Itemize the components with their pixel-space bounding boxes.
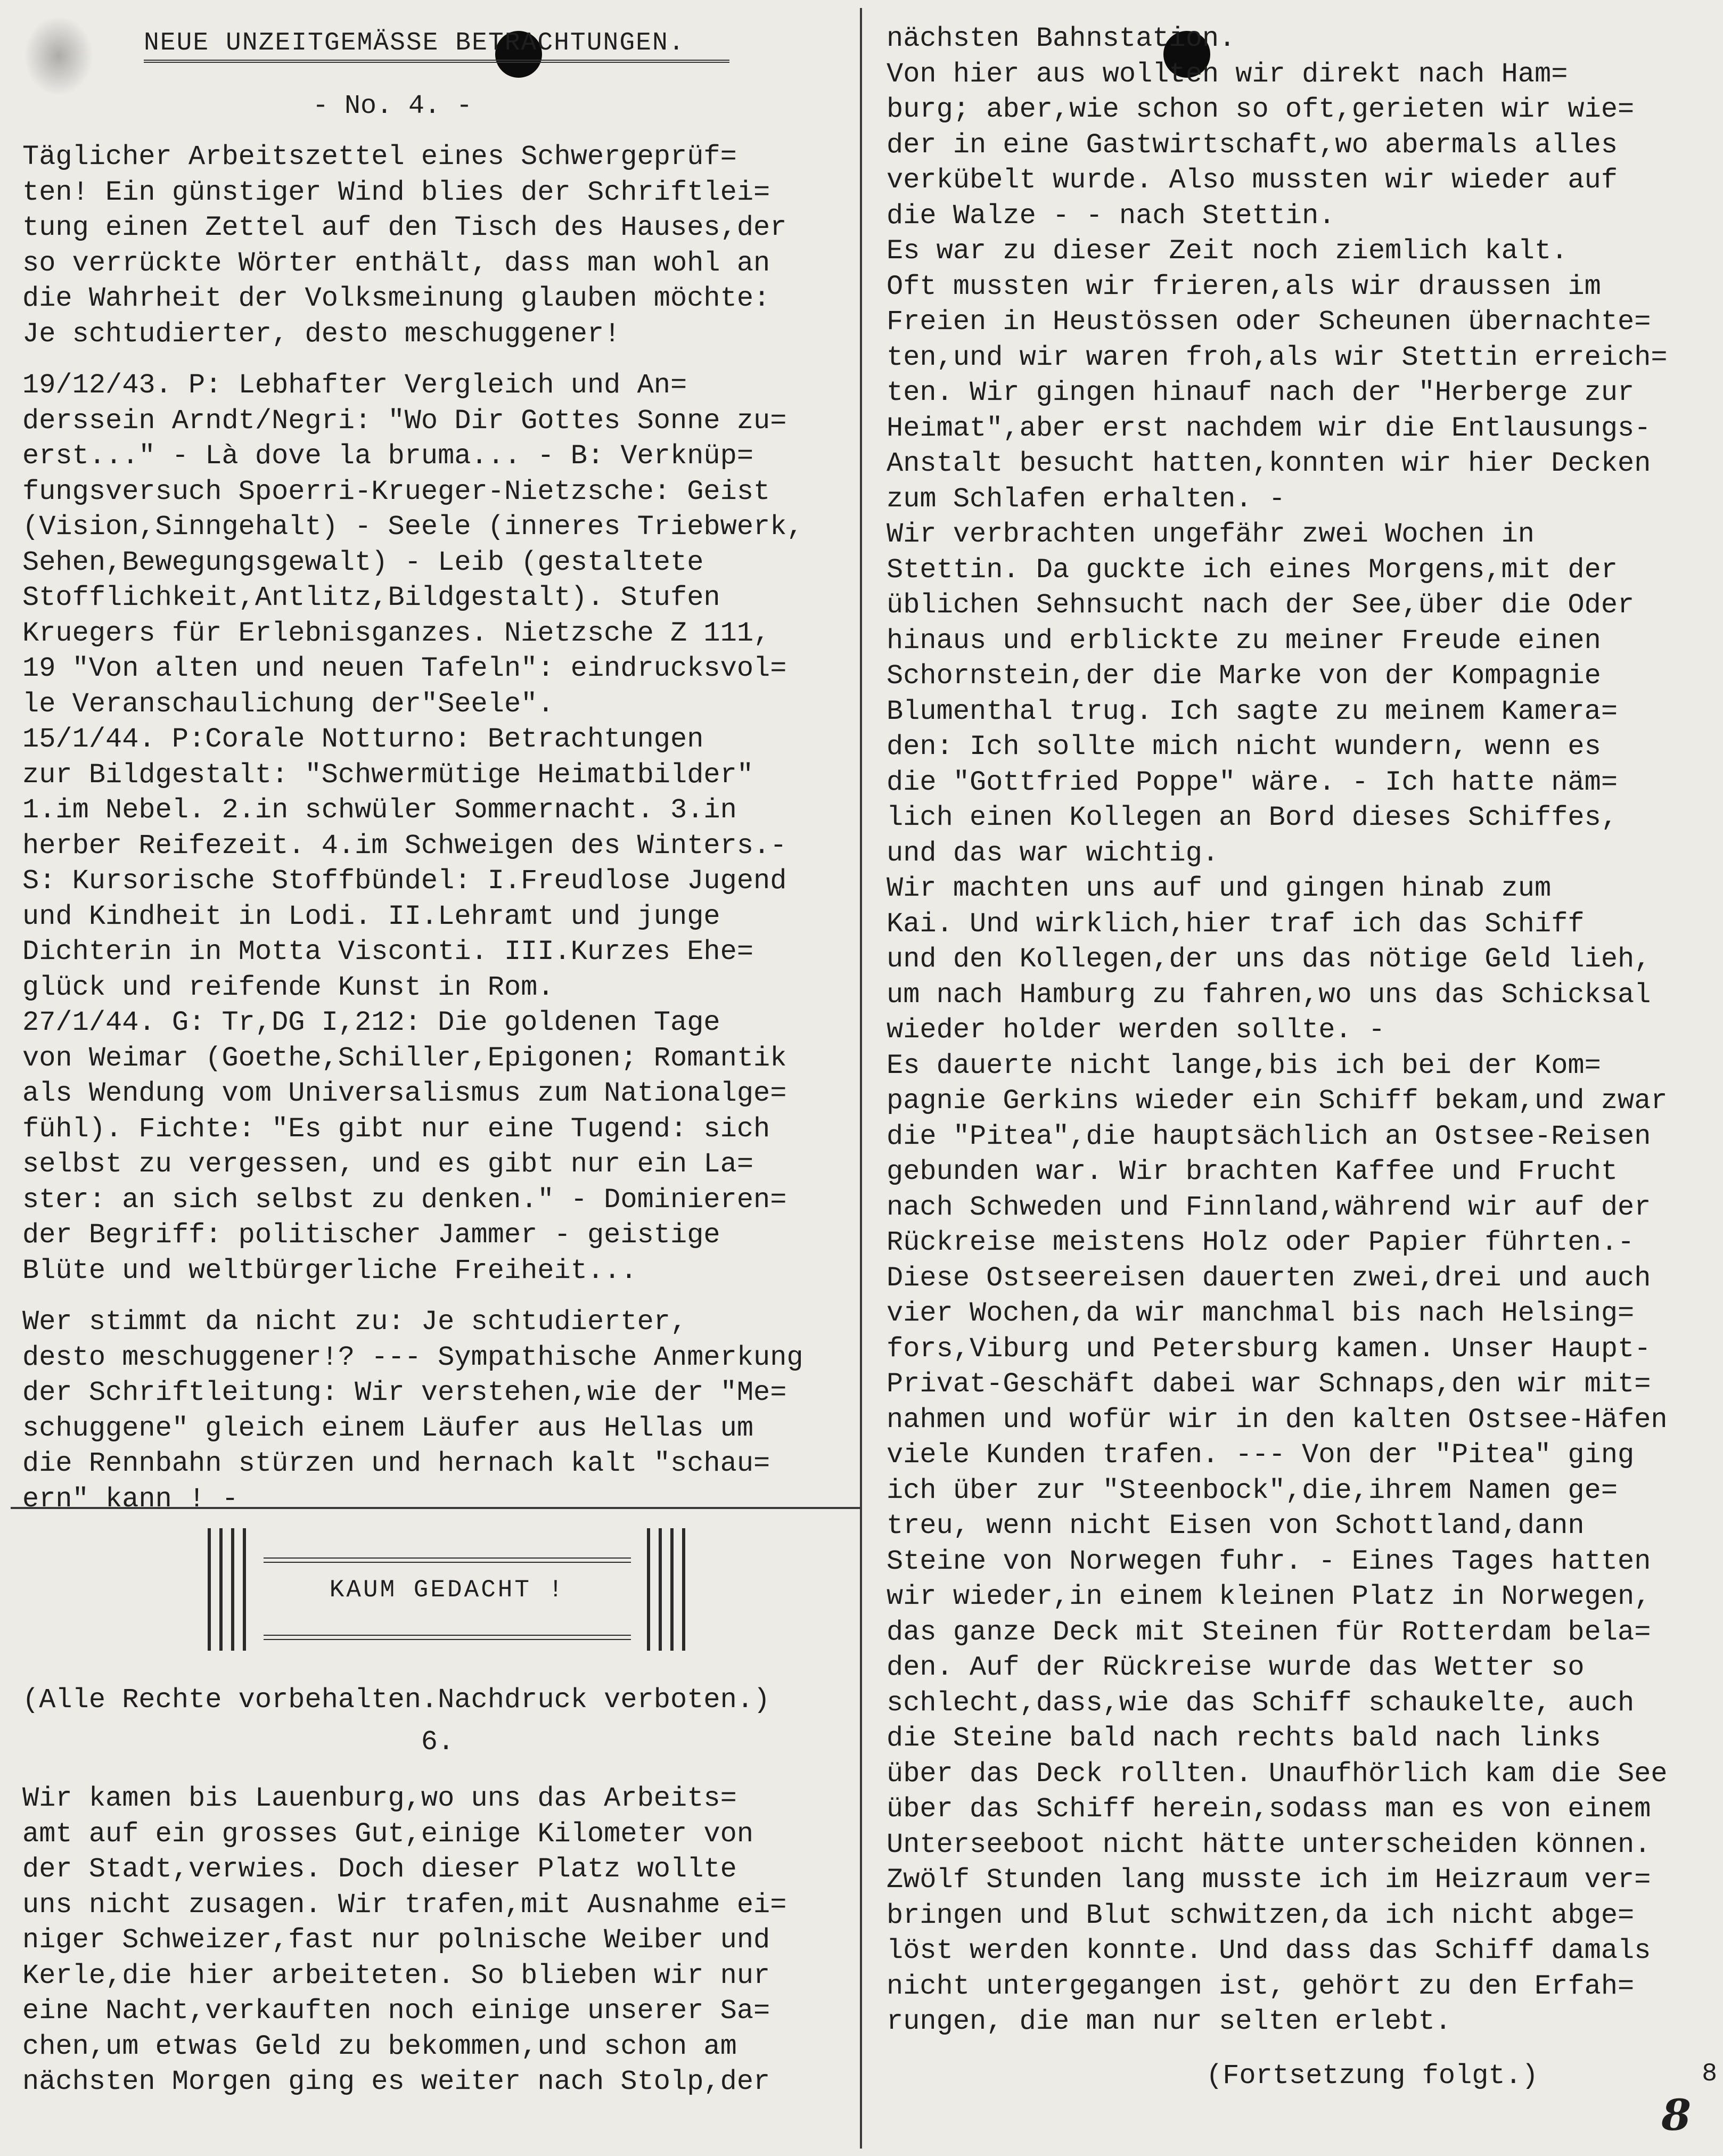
paragraph: Es war zu dieser Zeit noch ziemlich kalt. Oft mussten wir frieren,als wir draussen im Freien in Heustössen oder Scheunen übernachte= ten,und wir waren froh,als wir Stettin erreich= ten. Wir gingen hinauf nach der "Herberge zur Heimat",aber erst nachdem wir die Entlausungs- Anstalt besucht hatten,konnten wir hier Decken zum Schlafen erhalten. -	[887, 235, 1668, 515]
paragraph: Von hier aus wollten wir direkt nach Ham= burg; aber,wie schon so oft,gerieten wir wie= der in eine Gastwirtschaft,wo abermals alles verkübelt wurde. Also mussten wir wieder auf die Walze - - nach Stettin.	[887, 58, 1635, 232]
paragraph: nächsten Bahnstation.	[887, 23, 1236, 54]
box-rule	[264, 1635, 631, 1640]
page-heading: NEUE UNZEITGEMÄSSE BETRACHTUNGEN.	[144, 29, 685, 58]
column-divider	[860, 8, 862, 2149]
page-number: 8	[1661, 2090, 1691, 2140]
box-rule	[264, 1557, 631, 1563]
heading-underline	[144, 60, 729, 63]
paragraph: 15/1/44. P:Corale Notturno: Betrachtungen zur Bildgestalt: "Schwermütige Heimatbilder" 1.im Nebel. 2.in schwüler Sommernacht. 3.in herber Reifezeit. 4.im Schweigen des Winters.- S: Kursorische Stoffbündel: I.Freudlose Jugend und Kindheit in Lodi. II.Lehramt und junge Dichterin in Motta Visconti. III.Kurzes Ehe= glück und reifende Kunst in Rom.	[22, 724, 787, 1003]
story-paragraph: Wir kamen bis Lauenburg,wo uns das Arbeits= amt auf ein grosses Gut,einige Kilometer von der Stadt,verwies. Doch dieser Platz wollte uns nicht zusagen. Wir trafen,mit Ausnahme ei= niger Schweizer,fast nur polnische Weiber und Kerle,die hier arbeiteten. So blieben wir nur eine Nacht,verkauften noch einige unserer Sa= chen,um etwas Geld zu bekommen,und schon am nächsten Morgen ging es weiter nach Stolp,der	[22, 1783, 787, 2097]
paragraph: 27/1/44. G: Tr,DG I,212: Die goldenen Tage von Weimar (Goethe,Schiller,Epigonen; Romantik als Wendung vom Universalismus zum Nationalge= fühl). Fichte: "Es gibt nur eine Tugend: sich selbst zu vergessen, und es gibt nur ein La= ster: an sich selbst zu denken." - Dominieren= der Begriff: politischer Jammer - geistige Blüte und weltbürgerliche Freiheit...	[22, 1007, 787, 1286]
paragraph: Wer stimmt da nicht zu: Je schtudierter, desto meschuggener!? --- Sympathische Anmerkung der Schriftleitung: Wir verstehen,wie der "Me= schuggene" gleich einem Läufer aus Hellas um die Rennbahn stürzen und hernach kalt "schau= ern" kann ! -	[22, 1306, 803, 1515]
bars-decoration	[647, 1528, 687, 1651]
story-section	[22, 1683, 853, 2100]
left-column	[22, 21, 842, 1517]
small-page-number: 8	[1702, 2060, 1717, 2088]
rights-notice: (Alle Rechte vorbehalten.Nachdruck verboten.)	[22, 1684, 770, 1716]
issue-number: - No. 4. -	[313, 91, 473, 121]
paragraph: Wir verbrachten ungefähr zwei Wochen in Stettin. Da guckte ich eines Morgens,mit der üblichen Sehnsucht nach der See,über die Oder hinaus und erblickte zu meiner Freude einen Schornstein,der die Marke von der Kompagnie Blumenthal trug. Ich sagte zu meinem Kamera= den: Ich sollte mich nicht wundern, wenn es die "Gottfried Poppe" wäre. - Ich hatte näm= lich einen Kollegen an Bord dieses Schiffes, und das war wichtig.	[887, 519, 1635, 869]
continuation-note: (Fortsetzung folgt.)	[1206, 2060, 1539, 2092]
paragraph: Täglicher Arbeitszettel eines Schwergeprüf= ten! Ein günstiger Wind blies der Schriftlei= tung einen Zettel auf den Tisch des Hauses,der so verrückte Wörter enthält, dass man wohl an die Wahrheit der Volksmeinung glauben möchte: Je schtudierter, desto meschuggener!	[22, 141, 787, 350]
paragraph: Wir machten uns auf und gingen hinab zum Kai. Und wirklich,hier traf ich das Schiff und den Kollegen,der uns das nötige Geld lieh, um nach Hamburg zu fahren,wo uns das Schicksal wieder holder werden sollte. -	[887, 873, 1651, 1046]
paragraph: Es dauerte nicht lange,bis ich bei der Kom= pagnie Gerkins wieder ein Schiff bekam,und zwar die "Pitea",die hauptsächlich an Ostsee-Reisen gebunden war. Wir brachten Kaffee und Frucht nach Schweden und Finnland,während wir auf der Rückreise meistens Holz oder Papier führten.- Diese Ostseereisen dauerten zwei,drei und auch vier Wochen,da wir manchmal bis nach Helsing= fors,Viburg und Petersburg kamen. Unser Haupt- Privat-Geschäft dabei war Schnaps,den wir mit= nahmen und wofür wir in den kalten Ostsee-Häfen viele Kunden trafen. --- Von der "Pitea" ging ich über zur "Steenbock",die,ihrem Namen ge= treu, wenn nicht Eisen von Schottland,dann Steine von Norwegen fuhr. - Eines Tages hatten wir wieder,in einem kleinen Platz in Norwegen, das ganze Deck mit Steinen für Rotterdam bela= den. Auf der Rückreise wurde das Wetter so schlecht,dass,wie das Schiff schaukelte, auch die Steine bald nach rechts bald nach links über das Deck rollten. Unaufhörlich kam die See über das Schiff herein,sodass man es von einem Unterseeboot nicht hätte unterscheiden können. Zwölf Stunden lang musste ich im Heizraum ver= bringen und Blut schwitzen,da ich nicht abge= löst werden konnte. Und dass das Schiff damals nicht untergegangen ist, gehört zu den Erfah= rungen, die man nur selten erlebt.	[887, 1050, 1668, 2037]
paragraph: 19/12/43. P: Lebhafter Vergleich und An= derssein Arndt/Negri: "Wo Dir Gottes Sonne zu= erst..." - Là dove la bruma... - B: Verknüp= fungsversuch Spoerri-Krueger-Nietzsche: Geist (Vision,Sinngehalt) - Seele (inneres Triebwerk, Sehen,Bewegungsgewalt) - Leib (gestaltete Stofflichkeit,Antlitz,Bildgestalt). Stufen Kruegers für Erlebnisganzes. Nietzsche Z 111, 19 "Von alten und neuen Tafeln": eindrucksvol= le Veranschaulichung der"Seele".	[22, 370, 803, 720]
chapter-number: 6.	[421, 1726, 455, 1758]
section-title-box	[208, 1528, 687, 1651]
section-title: KAUM GEDACHT !	[329, 1576, 565, 1604]
right-column	[887, 21, 1717, 2094]
